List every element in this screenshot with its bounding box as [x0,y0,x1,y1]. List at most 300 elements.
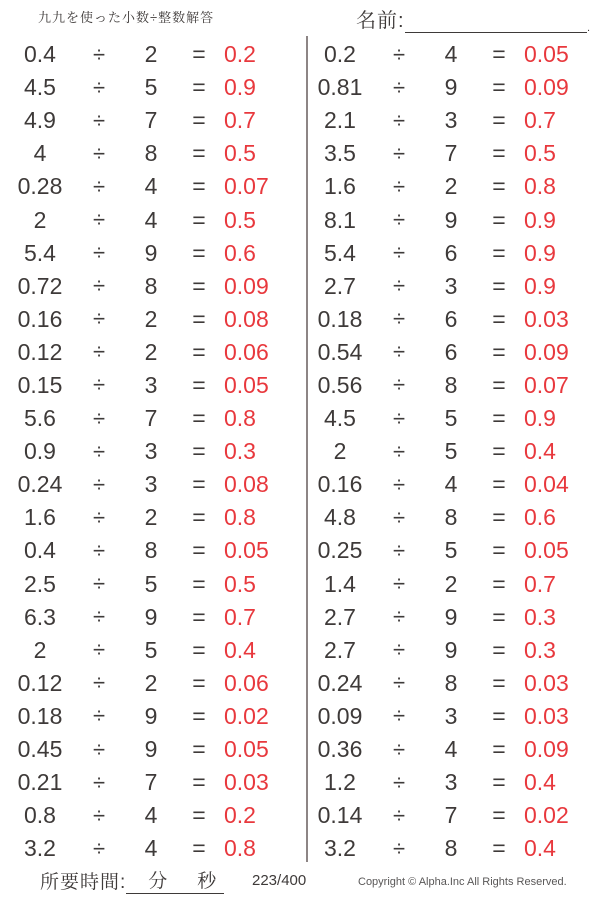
problem-divisor: 9 [144,603,158,630]
problem-answer: 0.03 [224,769,269,796]
divide-sign: ÷ [392,240,406,266]
problem-row [2,170,298,203]
problem-answer: 0.7 [524,107,556,134]
divide-sign: ÷ [392,273,406,299]
equals-sign: = [492,603,506,630]
problem-row [302,336,598,369]
equals-sign: = [192,41,206,68]
problem-row [2,667,298,700]
problem-answer: 0.2 [224,802,256,829]
equals-sign: = [192,173,206,200]
name-blank-line[interactable] [405,9,587,33]
problem-dividend: 0.15 [17,371,63,398]
problem-row [302,700,598,733]
problem-dividend: 2 [33,206,47,233]
problem-column-left [2,38,298,865]
problem-dividend: 0.24 [17,471,63,498]
problem-dividend: 0.25 [317,537,363,564]
problem-row [2,71,298,104]
problem-dividend: 1.4 [324,570,356,597]
equals-sign: = [192,669,206,696]
problem-answer: 0.02 [524,802,569,829]
problem-answer: 0.05 [224,736,269,763]
problem-dividend: 0.45 [17,736,63,763]
problem-row [302,534,598,567]
problem-row [302,568,598,601]
problem-dividend: 0.14 [317,802,363,829]
problem-dividend: 2 [333,438,347,465]
problem-answer: 0.3 [524,636,556,663]
divide-sign: ÷ [92,438,106,464]
problem-row [2,799,298,832]
problem-divisor: 3 [444,107,458,134]
problem-dividend: 4.9 [24,107,56,134]
divide-sign: ÷ [392,604,406,630]
equals-sign: = [492,272,506,299]
problem-divisor: 6 [444,239,458,266]
equals-sign: = [492,239,506,266]
equals-sign: = [192,438,206,465]
equals-sign: = [192,471,206,498]
equals-sign: = [192,371,206,398]
problem-divisor: 7 [144,769,158,796]
problem-divisor: 2 [144,504,158,531]
problem-row [2,534,298,567]
divide-sign: ÷ [92,537,106,563]
divide-sign: ÷ [92,769,106,795]
problem-divisor: 7 [144,405,158,432]
equals-sign: = [192,206,206,233]
problem-dividend: 0.54 [317,338,363,365]
problem-answer: 0.3 [224,438,256,465]
equals-sign: = [192,504,206,531]
problem-dividend: 4 [33,140,47,167]
equals-sign: = [192,537,206,564]
divide-sign: ÷ [92,140,106,166]
problem-divisor: 7 [444,802,458,829]
equals-sign: = [492,702,506,729]
equals-sign: = [492,636,506,663]
equals-sign: = [192,603,206,630]
problem-row [302,468,598,501]
problem-divisor: 4 [444,41,458,68]
divide-sign: ÷ [92,471,106,497]
problem-dividend: 0.4 [24,41,56,68]
problem-divisor: 6 [444,305,458,332]
problem-divisor: 3 [144,471,158,498]
divide-sign: ÷ [92,571,106,597]
page-progress-counter: 223/400 [252,872,307,889]
problem-dividend: 0.2 [324,41,356,68]
divide-sign: ÷ [392,173,406,199]
problem-divisor: 5 [144,636,158,663]
name-line-end-mark: . [586,22,590,34]
problem-row [2,203,298,236]
divide-sign: ÷ [392,207,406,233]
equals-sign: = [192,636,206,663]
problem-divisor: 9 [444,636,458,663]
divide-sign: ÷ [392,537,406,563]
problem-dividend: 0.9 [24,438,56,465]
name-label: 名前: [356,10,405,32]
problem-dividend: 1.2 [324,769,356,796]
problem-answer: 0.4 [524,438,556,465]
problem-answer: 0.9 [524,405,556,432]
problem-divisor: 8 [144,272,158,299]
problem-dividend: 0.36 [317,736,363,763]
problem-dividend: 2.5 [24,570,56,597]
equals-sign: = [192,769,206,796]
problem-answer: 0.08 [224,305,269,332]
problem-divisor: 7 [444,140,458,167]
problem-answer: 0.6 [524,504,556,531]
problem-answer: 0.07 [224,173,269,200]
copyright-notice: Copyright © Alpha.Inc All Rights Reserved. [358,876,567,888]
problem-divisor: 5 [444,438,458,465]
equals-sign: = [492,504,506,531]
problem-divisor: 4 [444,471,458,498]
problem-answer: 0.6 [224,239,256,266]
problem-dividend: 0.24 [317,669,363,696]
problem-answer: 0.8 [524,173,556,200]
divide-sign: ÷ [392,769,406,795]
problem-divisor: 4 [144,206,158,233]
problem-divisor: 8 [144,537,158,564]
divide-sign: ÷ [392,504,406,530]
problem-dividend: 0.18 [17,702,63,729]
problem-dividend: 8.1 [324,206,356,233]
time-blank-line[interactable] [126,866,224,894]
problem-answer: 0.03 [524,669,569,696]
divide-sign: ÷ [92,339,106,365]
equals-sign: = [492,41,506,68]
problem-row [2,402,298,435]
divide-sign: ÷ [392,835,406,861]
divide-sign: ÷ [92,240,106,266]
problem-answer: 0.4 [524,769,556,796]
problem-answer: 0.7 [524,570,556,597]
divide-sign: ÷ [92,736,106,762]
problem-dividend: 0.72 [17,272,63,299]
problem-row [302,832,598,865]
divide-sign: ÷ [92,703,106,729]
problem-dividend: 3.2 [324,835,356,862]
equals-sign: = [192,305,206,332]
equals-sign: = [192,140,206,167]
problem-divisor: 2 [144,669,158,696]
problem-row [302,71,598,104]
equals-sign: = [192,702,206,729]
equals-sign: = [192,405,206,432]
problem-row [2,270,298,303]
problem-divisor: 2 [144,338,158,365]
problem-divisor: 6 [444,338,458,365]
problem-row [2,435,298,468]
problem-dividend: 4.5 [24,74,56,101]
problem-answer: 0.9 [224,74,256,101]
problem-column-right [302,38,598,865]
problem-divisor: 7 [144,107,158,134]
problem-row [302,667,598,700]
problem-row [302,634,598,667]
divide-sign: ÷ [92,306,106,332]
equals-sign: = [492,140,506,167]
problem-dividend: 4.5 [324,405,356,432]
problem-dividend: 2.7 [324,636,356,663]
problem-answer: 0.09 [524,338,569,365]
equals-sign: = [192,338,206,365]
problem-row [2,733,298,766]
problem-answer: 0.2 [224,41,256,68]
divide-sign: ÷ [392,703,406,729]
problem-row [302,601,598,634]
problem-dividend: 0.12 [17,669,63,696]
minutes-label: 分 [148,871,168,892]
problem-dividend: 0.09 [317,702,363,729]
problem-answer: 0.05 [224,371,269,398]
divide-sign: ÷ [392,736,406,762]
problem-divisor: 8 [444,835,458,862]
problem-divisor: 2 [144,305,158,332]
divide-sign: ÷ [92,405,106,431]
problem-row [2,303,298,336]
equals-sign: = [492,74,506,101]
equals-sign: = [492,173,506,200]
problem-answer: 0.8 [224,504,256,531]
equals-sign: = [192,802,206,829]
divide-sign: ÷ [392,571,406,597]
problem-dividend: 0.21 [17,769,63,796]
problem-answer: 0.8 [224,405,256,432]
equals-sign: = [492,669,506,696]
equals-sign: = [192,736,206,763]
problem-divisor: 8 [444,504,458,531]
equals-sign: = [492,835,506,862]
problem-row [2,237,298,270]
equals-sign: = [492,769,506,796]
problem-dividend: 6.3 [24,603,56,630]
problem-answer: 0.7 [224,603,256,630]
problem-divisor: 4 [144,173,158,200]
divide-sign: ÷ [92,372,106,398]
problem-row [2,38,298,71]
problem-divisor: 3 [444,769,458,796]
divide-sign: ÷ [392,471,406,497]
problem-answer: 0.09 [224,272,269,299]
problem-divisor: 2 [144,41,158,68]
problem-answer: 0.04 [524,471,569,498]
divide-sign: ÷ [392,107,406,133]
equals-sign: = [492,736,506,763]
problem-answer: 0.8 [224,835,256,862]
problem-dividend: 0.56 [317,371,363,398]
problem-row [2,137,298,170]
problem-dividend: 0.28 [17,173,63,200]
problem-row [302,766,598,799]
divide-sign: ÷ [392,339,406,365]
problem-row [2,700,298,733]
problem-row [2,766,298,799]
problem-dividend: 0.12 [17,338,63,365]
problem-answer: 0.03 [524,702,569,729]
problem-answer: 0.4 [224,636,256,663]
divide-sign: ÷ [92,207,106,233]
divide-sign: ÷ [392,670,406,696]
problem-dividend: 0.16 [317,471,363,498]
problem-divisor: 4 [144,802,158,829]
problem-row [302,104,598,137]
problem-row [302,38,598,71]
problem-dividend: 0.81 [317,74,363,101]
problem-answer: 0.5 [224,140,256,167]
problem-answer: 0.05 [224,537,269,564]
problem-divisor: 3 [144,438,158,465]
divide-sign: ÷ [392,405,406,431]
equals-sign: = [192,570,206,597]
problem-row [2,501,298,534]
divide-sign: ÷ [392,438,406,464]
divide-sign: ÷ [392,74,406,100]
equals-sign: = [192,239,206,266]
problem-row [302,170,598,203]
time-taken-label: 所要時間: [40,872,127,893]
problem-divisor: 8 [144,140,158,167]
problem-answer: 0.06 [224,669,269,696]
equals-sign: = [492,338,506,365]
problem-divisor: 9 [144,736,158,763]
problem-dividend: 3.5 [324,140,356,167]
problem-answer: 0.7 [224,107,256,134]
problem-divisor: 9 [144,702,158,729]
equals-sign: = [492,537,506,564]
equals-sign: = [492,802,506,829]
problem-answer: 0.9 [524,272,556,299]
problem-divisor: 5 [444,405,458,432]
divide-sign: ÷ [92,41,106,67]
problem-dividend: 5.4 [24,239,56,266]
problem-dividend: 0.18 [317,305,363,332]
problem-dividend: 0.8 [24,802,56,829]
divide-sign: ÷ [92,273,106,299]
divide-sign: ÷ [392,306,406,332]
problem-row [2,336,298,369]
divide-sign: ÷ [92,604,106,630]
equals-sign: = [492,305,506,332]
divide-sign: ÷ [92,504,106,530]
problem-row [302,799,598,832]
problem-row [2,568,298,601]
seconds-label: 秒 [197,871,217,892]
divide-sign: ÷ [392,372,406,398]
equals-sign: = [492,107,506,134]
problem-row [2,369,298,402]
problem-dividend: 1.6 [24,504,56,531]
equals-sign: = [492,438,506,465]
equals-sign: = [192,835,206,862]
problem-divisor: 9 [444,74,458,101]
divide-sign: ÷ [92,670,106,696]
problem-answer: 0.4 [524,835,556,862]
problem-row [302,369,598,402]
problem-divisor: 5 [144,74,158,101]
problem-row [302,270,598,303]
problem-row [302,203,598,236]
problem-dividend: 0.16 [17,305,63,332]
problem-dividend: 5.4 [324,239,356,266]
problem-answer: 0.03 [524,305,569,332]
problem-answer: 0.9 [524,206,556,233]
problem-divisor: 8 [444,669,458,696]
divide-sign: ÷ [92,107,106,133]
problem-row [2,104,298,137]
problem-dividend: 2.1 [324,107,356,134]
problem-answer: 0.09 [524,74,569,101]
problem-dividend: 3.2 [24,835,56,862]
problem-answer: 0.02 [224,702,269,729]
problem-dividend: 0.4 [24,537,56,564]
time-taken-field [40,866,224,894]
problem-answer: 0.08 [224,471,269,498]
problem-answer: 0.07 [524,371,569,398]
problem-row [302,501,598,534]
problem-answer: 0.05 [524,537,569,564]
divide-sign: ÷ [392,802,406,828]
equals-sign: = [492,471,506,498]
problem-answer: 0.5 [224,206,256,233]
equals-sign: = [492,206,506,233]
problem-dividend: 2.7 [324,272,356,299]
divide-sign: ÷ [92,835,106,861]
problem-row [302,237,598,270]
problem-divisor: 9 [444,206,458,233]
divide-sign: ÷ [92,74,106,100]
problem-dividend: 2.7 [324,603,356,630]
problem-answer: 0.09 [524,736,569,763]
equals-sign: = [192,107,206,134]
problem-row [2,634,298,667]
equals-sign: = [492,570,506,597]
problem-answer: 0.06 [224,338,269,365]
divide-sign: ÷ [92,637,106,663]
problem-dividend: 2 [33,636,47,663]
problem-dividend: 1.6 [324,173,356,200]
page-title: 九九を使った小数÷整数解答 [38,10,215,25]
problem-divisor: 9 [444,603,458,630]
problem-divisor: 8 [444,371,458,398]
problem-divisor: 5 [444,537,458,564]
problem-answer: 0.5 [224,570,256,597]
problem-dividend: 4.8 [324,504,356,531]
problem-divisor: 5 [144,570,158,597]
problem-divisor: 3 [444,272,458,299]
problem-answer: 0.9 [524,239,556,266]
problem-divisor: 3 [144,371,158,398]
problem-row [2,601,298,634]
divide-sign: ÷ [392,637,406,663]
divide-sign: ÷ [92,802,106,828]
problem-answer: 0.5 [524,140,556,167]
problem-row [302,435,598,468]
divide-sign: ÷ [392,41,406,67]
problem-row [302,303,598,336]
problem-row [302,402,598,435]
equals-sign: = [492,371,506,398]
problem-divisor: 3 [444,702,458,729]
problem-dividend: 5.6 [24,405,56,432]
problem-row [2,468,298,501]
name-field [356,4,590,33]
problem-divisor: 4 [144,835,158,862]
